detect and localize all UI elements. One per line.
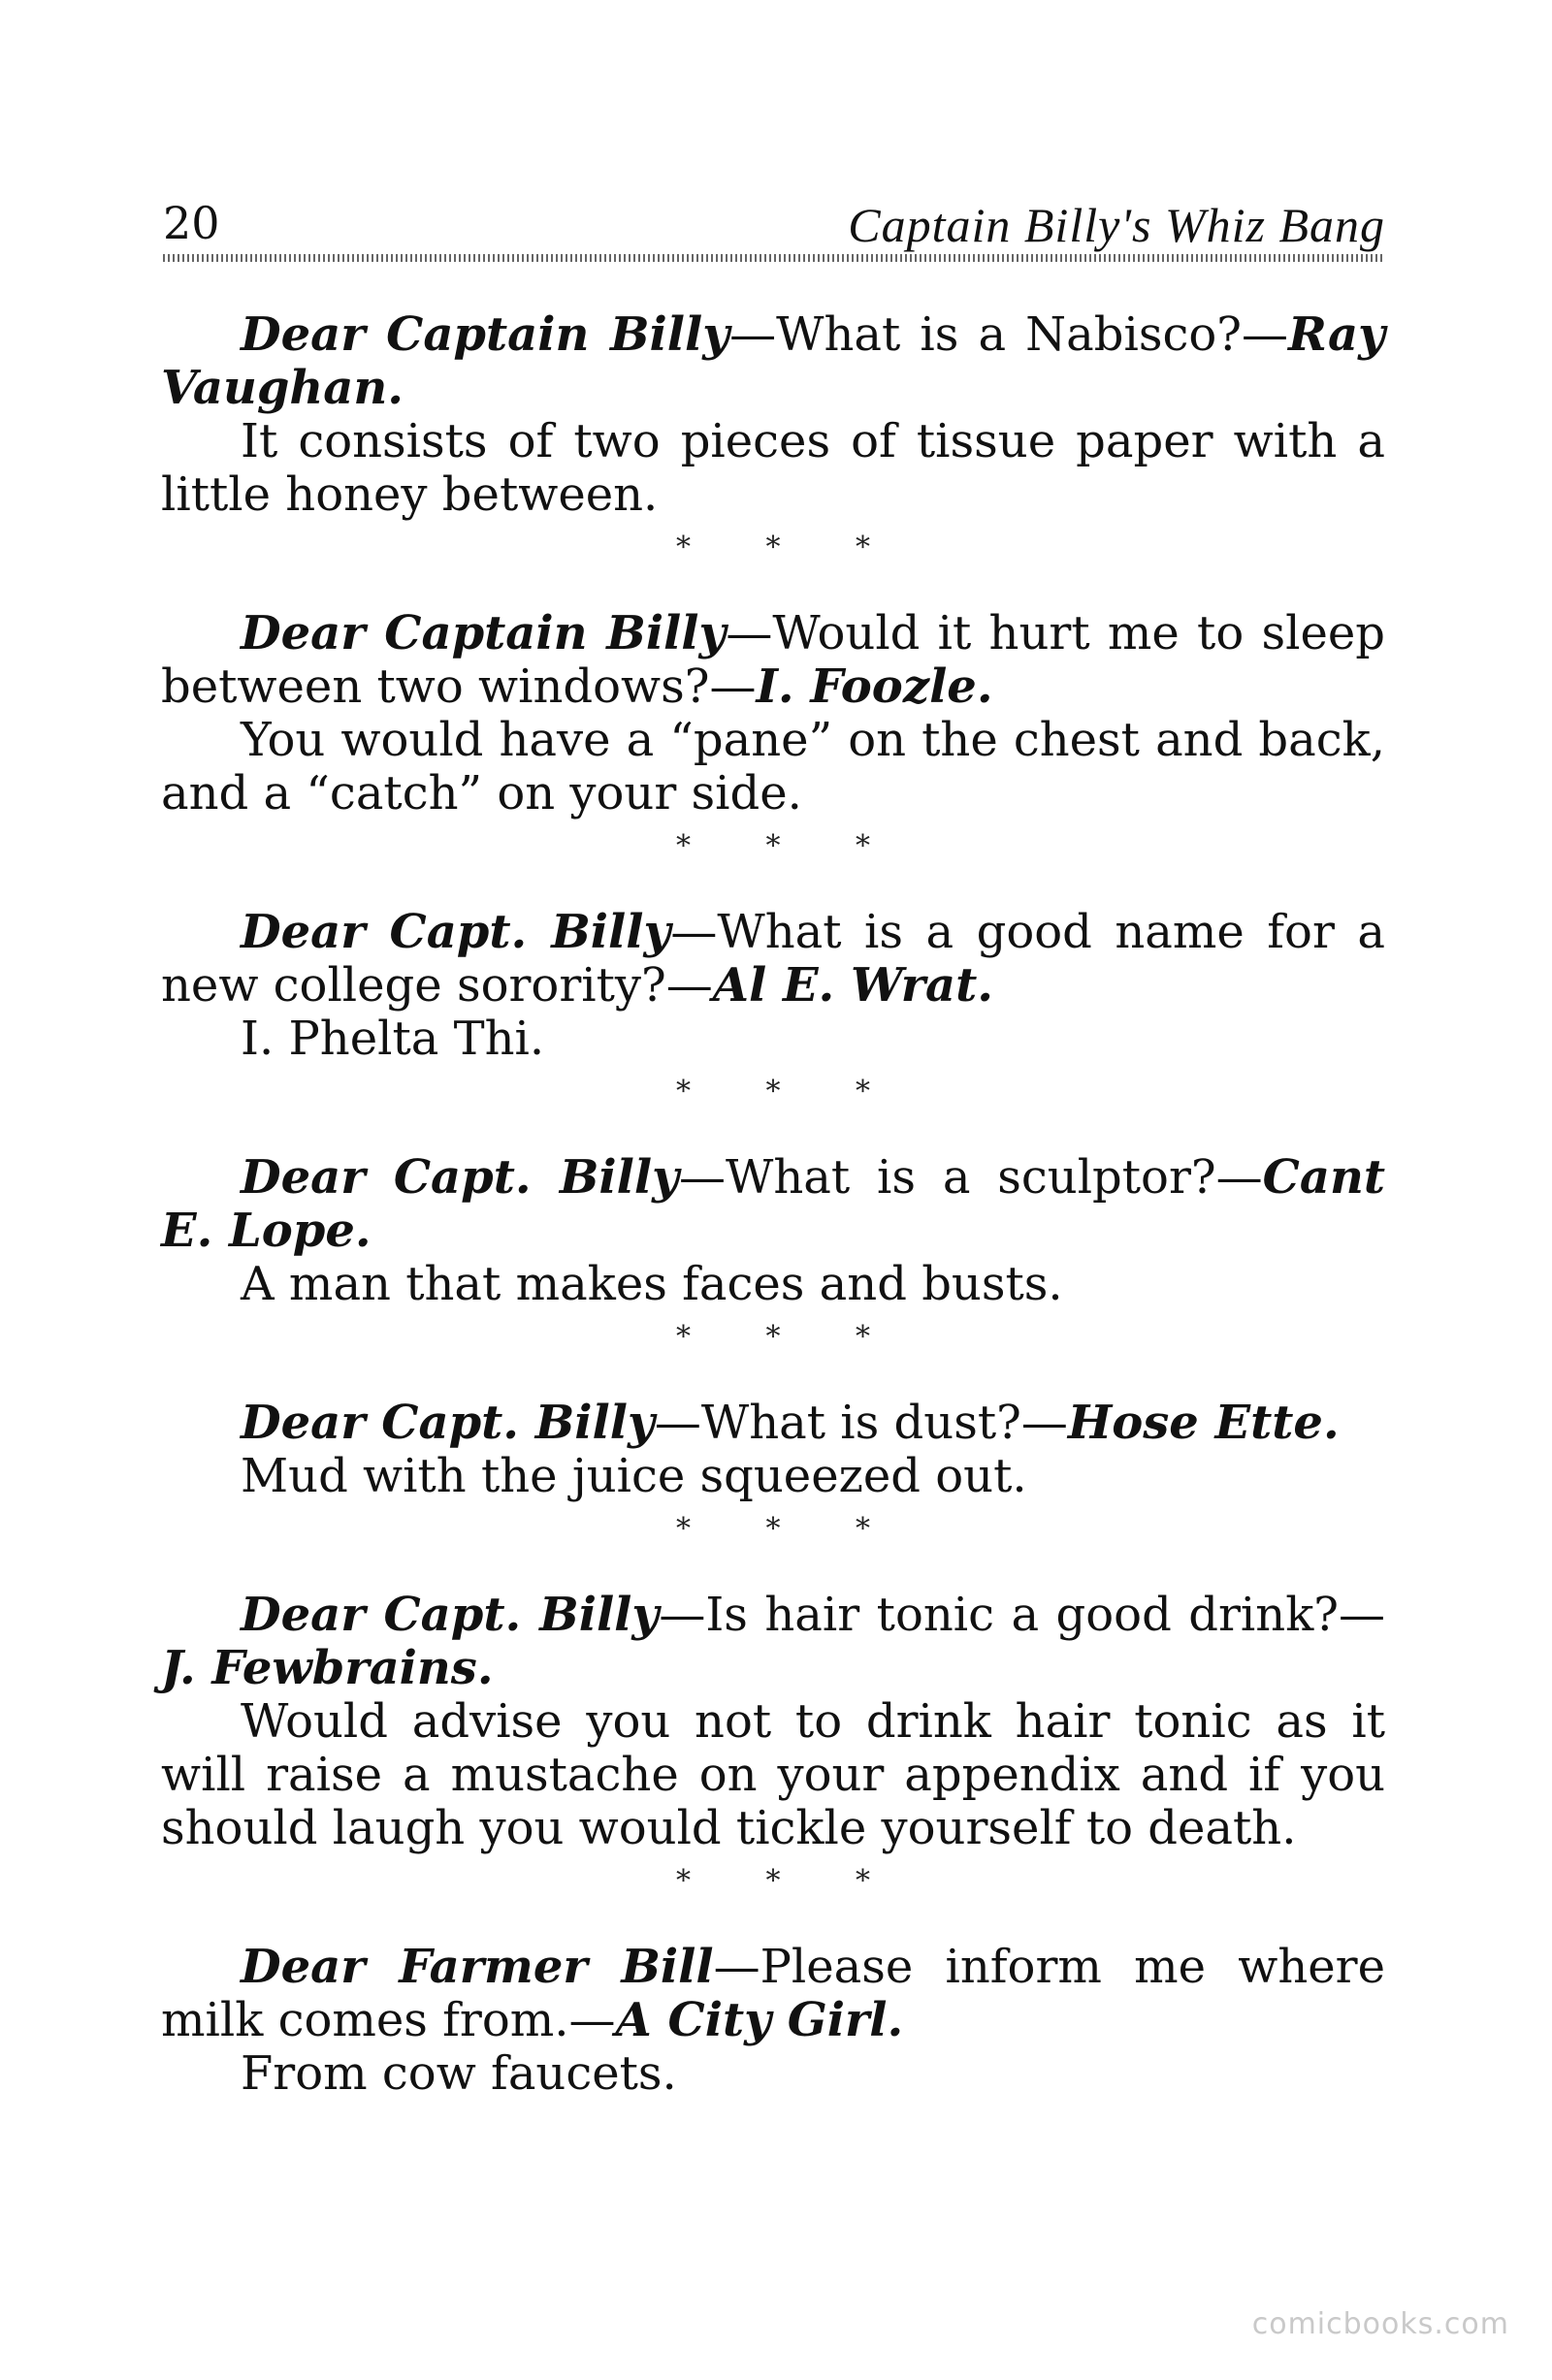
letter-question: [161, 906, 1385, 1013]
section-separator: * * *: [675, 531, 904, 564]
question-text: —Please inform me where milk comes from.—: [161, 1940, 1385, 2047]
section-separator: * * *: [675, 1320, 904, 1354]
letter-salutation: Dear Capt. Billy: [241, 1588, 660, 1642]
letter-answer: A man that makes faces and busts.: [241, 1257, 1063, 1311]
letter-salutation: Dear Capt. Billy: [241, 1396, 655, 1450]
letter-signature: I. Foozle.: [756, 659, 993, 714]
question-text: —Would it hurt me to sleep between two windows?—: [161, 606, 1386, 714]
letter-salutation: Dear Captain Billy: [241, 606, 727, 660]
running-title: Captain Billy's Whiz Bang: [848, 198, 1385, 252]
letter-signature: Cant E. Lope.: [161, 1150, 1386, 1258]
letter-answer: Would advise you not to drink hair tonic as it will raise a mustache on your appendix and if you should laugh you would tickle yourself to death.: [161, 1694, 1385, 1855]
header-rule: [163, 254, 1385, 262]
page-number: 20: [163, 197, 220, 249]
letter-signature: A City Girl.: [615, 1993, 904, 2047]
source-watermark: comicbooks.com: [1251, 2307, 1509, 2341]
letter-entry: [161, 906, 1385, 1066]
question-text: —Is hair tonic a good drink?—: [659, 1588, 1386, 1642]
letter-signature: Ray Vaughan.: [161, 307, 1385, 415]
letter-question: [161, 607, 1385, 714]
letter-question: [161, 308, 1385, 415]
section-separator: * * *: [675, 829, 904, 863]
letter-signature: Hose Ette.: [1067, 1396, 1340, 1450]
letters-column: [161, 308, 1385, 2101]
letter-question: [161, 1397, 1385, 1450]
letter-answer: From cow faucets.: [241, 2046, 677, 2101]
letter-answer: You would have a “pane” on the chest and back, and a “catch” on your side.: [161, 713, 1385, 820]
letter-question: [161, 1941, 1385, 2047]
letter-entry: [161, 1941, 1385, 2101]
letter-entry: [161, 1589, 1385, 1855]
letter-signature: J. Fewbrains.: [161, 1641, 494, 1695]
question-text: —What is a Nabisco?—: [729, 307, 1289, 362]
section-separator: * * *: [675, 1075, 904, 1109]
letter-answer: I. Phelta Thi.: [241, 1012, 545, 1066]
letter-salutation: Dear Capt. Billy: [241, 1150, 680, 1205]
question-text: —What is a sculptor?—: [679, 1150, 1263, 1205]
letter-entry: [161, 1151, 1385, 1311]
question-text: —What is a good name for a new college sorority?—: [161, 905, 1385, 1013]
section-separator: * * *: [675, 1864, 904, 1898]
letter-entry: [161, 1397, 1385, 1503]
section-separator: * * *: [675, 1512, 904, 1546]
letter-salutation: Dear Farmer Bill: [241, 1940, 714, 1994]
letter-answer: It consists of two pieces of tissue paper with a little honey between.: [161, 414, 1385, 522]
letter-signature: Al E. Wrat.: [712, 958, 993, 1013]
running-head: [163, 194, 1385, 262]
letter-entry: [161, 308, 1385, 522]
letter-question: [161, 1151, 1385, 1258]
letter-answer: Mud with the juice squeezed out.: [241, 1449, 1027, 1503]
letter-salutation: Dear Captain Billy: [241, 307, 730, 362]
question-text: —What is dust?—: [654, 1396, 1068, 1450]
letter-entry: [161, 607, 1385, 820]
letter-question: [161, 1589, 1385, 1695]
letter-salutation: Dear Capt. Billy: [241, 905, 671, 959]
